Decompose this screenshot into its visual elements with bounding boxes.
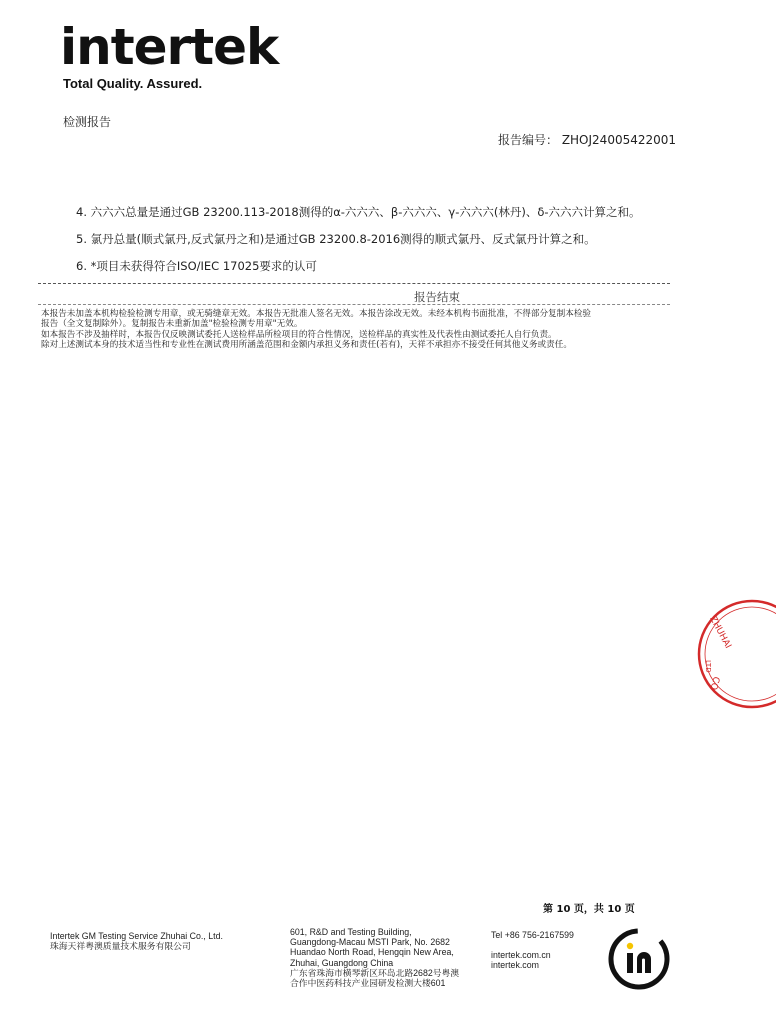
footer-contact [491,930,574,971]
footer-company [50,931,223,951]
disclaimer-line: 报告（全文复制除外）。复制报告未重新加盖"检验检测专用章"无效。 [41,319,303,330]
disclaimer-line: 本报告未加盖本机构检验检测专用章，或无骑缝章无效。本报告无批准人签名无效。本报告涂改无效。未经本机构书面批准，不得部分复制本检验 [41,309,592,319]
address-line: Guangdong-Macau MSTI Park, No. 2682 [290,937,450,948]
svg-text:CO: CO [707,675,721,691]
note-item-6: 6. *项目未获得符合ISO/IEC 17025要求的认可 [76,259,317,273]
address-line: 广东省珠海市横琴新区环岛北路2682号粤澳 [290,967,460,978]
note-item-4: 4. 六六六总量是通过GB 23200.113-2018测得的α-六六六、β-六六六、γ-六六六(林丹)、δ-六六六计算之和。 [76,205,641,219]
address-line: 合作中医药科技产业园研发检测大楼601 [290,978,446,989]
logo-tagline: Total Quality. Assured. [63,76,203,91]
disclaimer-line: 如本报告不涉及抽样时，本报告仅反映测试委托人送检样品所检项目的符合性情况，送检样品的真实性及代表性由测试委托人自行负责。 [41,329,557,340]
footer-address [290,927,459,988]
svg-text:ZHUHAI: ZHUHAI [707,614,733,651]
report-number: 报告编号： ZHOJ24005422001 [498,133,677,147]
svg-text:LTD: LTD [704,660,712,673]
address-line: Zhuhai, Guangdong China [290,957,394,968]
document-type: 检测报告 [63,115,112,129]
address-line: 601, R&D and Testing Building, [290,927,412,937]
intertek-logo-icon [606,926,672,992]
separator-top [38,283,670,284]
footer-company-en: Intertek GM Testing Service Zhuhai Co., Ltd. [50,931,223,941]
note-item-5: 5. 氯丹总量(顺式氯丹,反式氯丹之和)是通过GB 23200.8-2016测得的顺式氯丹、反式氯丹计算之和。 [76,232,596,246]
company-logo [60,18,279,76]
footer-company-cn: 珠海天祥粤澳质量技术服务有限公司 [50,941,191,952]
footer-web-cn[interactable]: intertek.com.cn [491,950,551,961]
company-seal-icon [696,598,776,710]
footer-web[interactable]: intertek.com [491,960,539,971]
footer-tel: Tel +86 756-2167599 [491,930,574,940]
logo-wordmark: intertek [60,18,279,76]
separator-bottom [38,304,670,305]
disclaimer-line: 除对上述测试本身的技术适当性和专业性在测试费用所涵盖范围和金额内承担义务和责任(若有)，天祥不承担亦不接受任何其他义务或责任。 [41,340,572,351]
report-end-label: 报告结束 [414,290,460,304]
address-line: Huandao North Road, Hengqin New Area, [290,947,454,958]
page-number: 第 10 页，共 10 页 [543,904,635,915]
disclaimer-block [41,309,681,351]
